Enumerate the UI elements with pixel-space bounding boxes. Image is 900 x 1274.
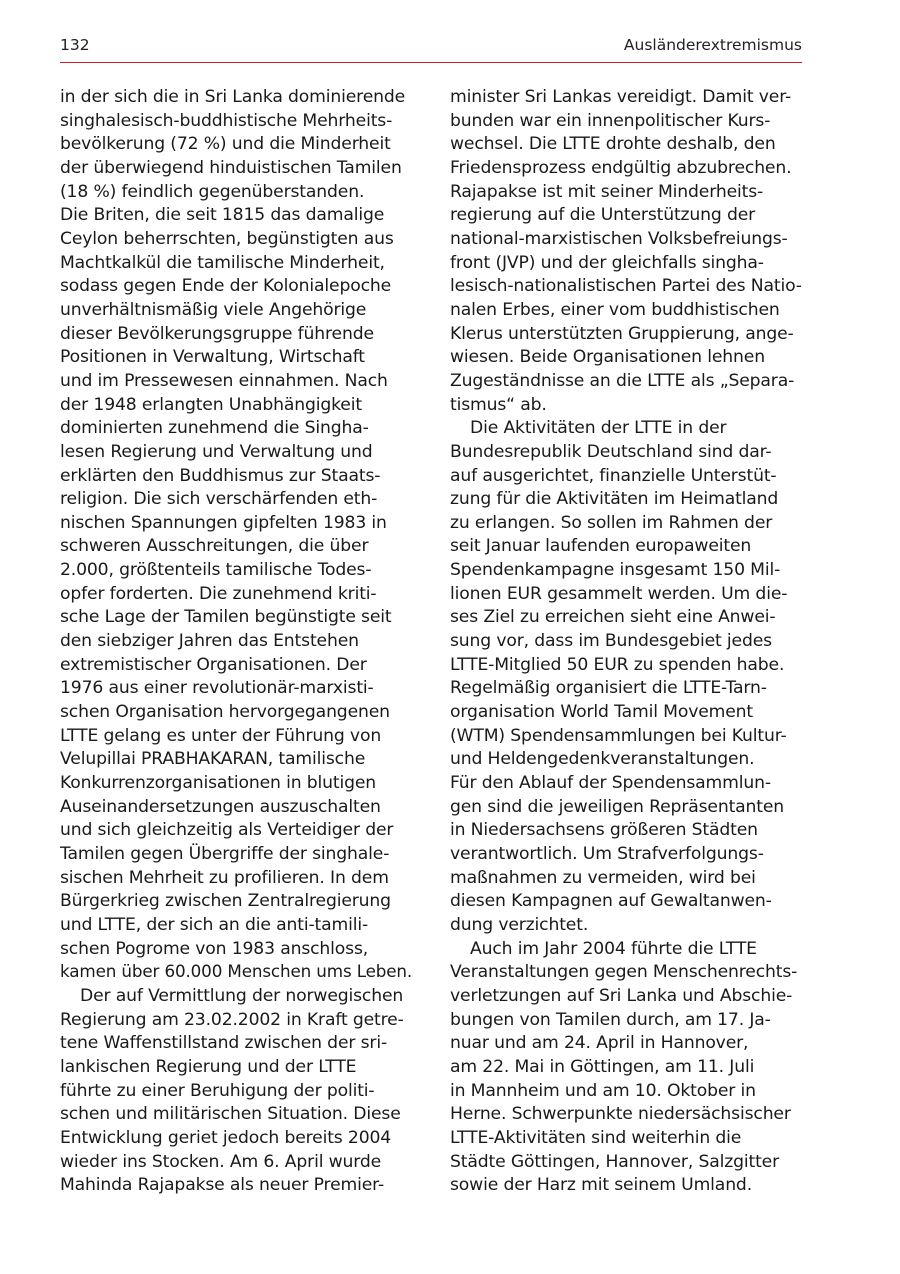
text-line: sche Lage der Tamilen begünstigte seit (60, 607, 392, 628)
text-line: auf ausgerichtet, finanzielle Unterstüt- (450, 465, 777, 486)
text-line: Zugeständnisse an die LTTE als „Separa- (450, 370, 795, 391)
text-line: dieser Bevölkerungsgruppe führende (60, 323, 374, 344)
text-line: verletzungen auf Sri Lanka und Abschie- (450, 985, 793, 1006)
text-line: sodass gegen Ende der Kolonialepoche (60, 276, 392, 297)
text-line: Städte Göttingen, Hannover, Salzgitter (450, 1151, 779, 1172)
text-line: Bundesrepublik Deutschland sind dar- (450, 441, 772, 462)
paragraph-start-line: Der auf Vermittlung der norwegischen (80, 985, 404, 1006)
text-line: Für den Ablauf der Spendensammlun- (450, 773, 771, 794)
text-line: Konkurrenzorganisationen in blutigen (60, 773, 377, 794)
text-line: Auseinandersetzungen auszuschalten (60, 796, 381, 817)
text-line: (WTM) Spendensammlungen bei Kultur- (450, 725, 787, 746)
text-line: Ceylon beherrschten, begünstigten aus (60, 228, 394, 249)
text-line: tene Waffenstillstand zwischen der sri- (60, 1033, 387, 1054)
paragraph-start-line: Auch im Jahr 2004 führte die LTTE (470, 938, 757, 959)
text-line: der 1948 erlangten Unabhängigkeit (60, 394, 362, 415)
text-line: in Niedersachsens größeren Städten (450, 820, 758, 841)
text-line: 2.000, größtenteils tamilische Todes- (60, 560, 372, 581)
text-line: führte zu einer Beruhigung der politi- (60, 1080, 375, 1101)
text-line: tismus“ ab. (450, 394, 547, 415)
text-line: und sich gleichzeitig als Verteidiger der (60, 820, 394, 841)
text-line: Velupillai PRABHAKARAN, tamilische (60, 749, 366, 770)
text-line: diesen Kampagnen auf Gewaltanwen- (450, 891, 772, 912)
text-line: Herne. Schwerpunkte niedersächsischer (450, 1104, 791, 1125)
text-line: schweren Ausschreitungen, die über (60, 536, 369, 557)
text-line: bunden war ein innenpolitischer Kurs- (450, 110, 771, 131)
text-line: Die Briten, die seit 1815 das damalige (60, 205, 385, 226)
paragraph-start-line: Die Aktivitäten der LTTE in der (470, 418, 727, 439)
text-line: Regelmäßig organisiert die LTTE-Tarn- (450, 678, 767, 699)
right-column (450, 86, 802, 1198)
text-line: wechsel. Die LTTE drohte deshalb, den (450, 134, 776, 155)
text-line: und Heldengedenkveranstaltungen. (450, 749, 755, 770)
text-line: extremistischer Organisationen. Der (60, 654, 367, 675)
text-line: kamen über 60.000 Menschen ums Leben. (60, 962, 413, 983)
text-line: wieder ins Stocken. Am 6. April wurde (60, 1151, 382, 1172)
text-line: singhalesisch-buddhistische Mehrheits- (60, 110, 393, 131)
text-line: schen und militärischen Situation. Diese (60, 1104, 401, 1125)
text-line: sowie der Harz mit seinem Umland. (450, 1175, 753, 1196)
text-line: bungen von Tamilen durch, am 17. Ja- (450, 1009, 771, 1030)
text-line: zu erlangen. So sollen im Rahmen der (450, 512, 773, 533)
text-line: Veranstaltungen gegen Menschenrechts- (450, 962, 798, 983)
text-line: unverhältnismäßig viele Angehörige (60, 299, 367, 320)
text-line: organisation World Tamil Movement (450, 702, 754, 723)
text-line: Entwicklung geriet jedoch bereits 2004 (60, 1127, 392, 1148)
text-line: ses Ziel zu erreichen sieht eine Anwei- (450, 607, 776, 628)
text-line: sung vor, dass im Bundesgebiet jedes (450, 631, 772, 652)
text-line: lesen Regierung und Verwaltung und (60, 441, 373, 462)
text-line: Klerus unterstützten Gruppierung, ange- (450, 323, 794, 344)
text-line: Machtkalkül die tamilische Minderheit, (60, 252, 385, 273)
text-line: schen Pogrome von 1983 anschloss, (60, 938, 369, 959)
text-line: dung verzichtet. (450, 914, 589, 935)
text-line: nuar und am 24. April in Hannover, (450, 1033, 749, 1054)
text-line: gen sind die jeweiligen Repräsentanten (450, 796, 785, 817)
text-line: national-marxistischen Volksbefreiungs- (450, 228, 788, 249)
text-line: opfer forderten. Die zunehmend kriti- (60, 583, 377, 604)
page-number: 132 (60, 36, 90, 54)
text-line: nischen Spannungen gipfelten 1983 in (60, 512, 387, 533)
text-line: lesisch-nationalistischen Partei des Natio- (450, 276, 802, 297)
text-line: Bürgerkrieg zwischen Zentralregierung (60, 891, 391, 912)
text-line: wiesen. Beide Organisationen lehnen (450, 347, 765, 368)
text-line: regierung auf die Unterstützung der (450, 205, 756, 226)
text-line: lankischen Regierung und der LTTE (60, 1056, 357, 1077)
text-line: 1976 aus einer revolutionär-marxisti- (60, 678, 374, 699)
text-line: maßnahmen zu vermeiden, wird bei (450, 867, 756, 888)
text-line: minister Sri Lankas vereidigt. Damit ver- (450, 87, 792, 107)
text-line: (18 %) feindlich gegenüberstanden. (60, 181, 365, 202)
text-line: erklärten den Buddhismus zur Staats- (60, 465, 381, 486)
text-line: religion. Die sich verschärfenden eth- (60, 489, 378, 510)
text-line: LTTE-Aktivitäten sind weiterhin die (450, 1127, 742, 1148)
text-line: lionen EUR gesammelt werden. Um die- (450, 583, 788, 604)
text-line: den siebziger Jahren das Entstehen (60, 631, 359, 652)
text-line: LTTE-Mitglied 50 EUR zu spenden habe. (450, 654, 785, 675)
page-header (60, 36, 802, 63)
text-line: nalen Erbes, einer vom buddhistischen (450, 299, 780, 320)
text-line: in Mannheim und am 10. Oktober in (450, 1080, 756, 1101)
text-line: Positionen in Verwaltung, Wirtschaft (60, 347, 365, 368)
text-line: und LTTE, der sich an die anti-tamili- (60, 914, 368, 935)
text-line: Mahinda Rajapakse als neuer Premier- (60, 1175, 384, 1196)
text-line: Tamilen gegen Übergriffe der singhale- (60, 844, 390, 864)
text-line: sischen Mehrheit zu profilieren. In dem (60, 867, 389, 888)
text-line: und im Pressewesen einnahmen. Nach (60, 370, 388, 391)
text-line: front (JVP) und der gleichfalls singha- (450, 252, 764, 273)
text-line: verantwortlich. Um Strafverfolgungs- (450, 844, 764, 864)
text-line: in der sich die in Sri Lanka dominierende (60, 87, 406, 107)
text-line: Friedensprozess endgültig abzubrechen. (450, 157, 792, 178)
running-title: Ausländerextremismus (623, 36, 802, 54)
text-line: bevölkerung (72 %) und die Minderheit (60, 134, 391, 155)
left-column (60, 86, 412, 1198)
text-line: zung für die Aktivitäten im Heimatland (450, 489, 779, 510)
text-line: am 22. Mai in Göttingen, am 11. Juli (450, 1056, 755, 1077)
text-line: LTTE gelang es unter der Führung von (60, 725, 382, 746)
text-line: seit Januar laufenden europaweiten (450, 536, 752, 557)
text-line: dominierten zunehmend die Singha- (60, 418, 369, 439)
text-line: der überwiegend hinduistischen Tamilen (60, 157, 402, 178)
text-line: Rajapakse ist mit seiner Minderheits- (450, 181, 764, 202)
text-line: Regierung am 23.02.2002 in Kraft getre- (60, 1009, 404, 1030)
text-line: Spendenkampagne insgesamt 150 Mil- (450, 560, 781, 581)
text-line: schen Organisation hervorgegangenen (60, 702, 390, 723)
